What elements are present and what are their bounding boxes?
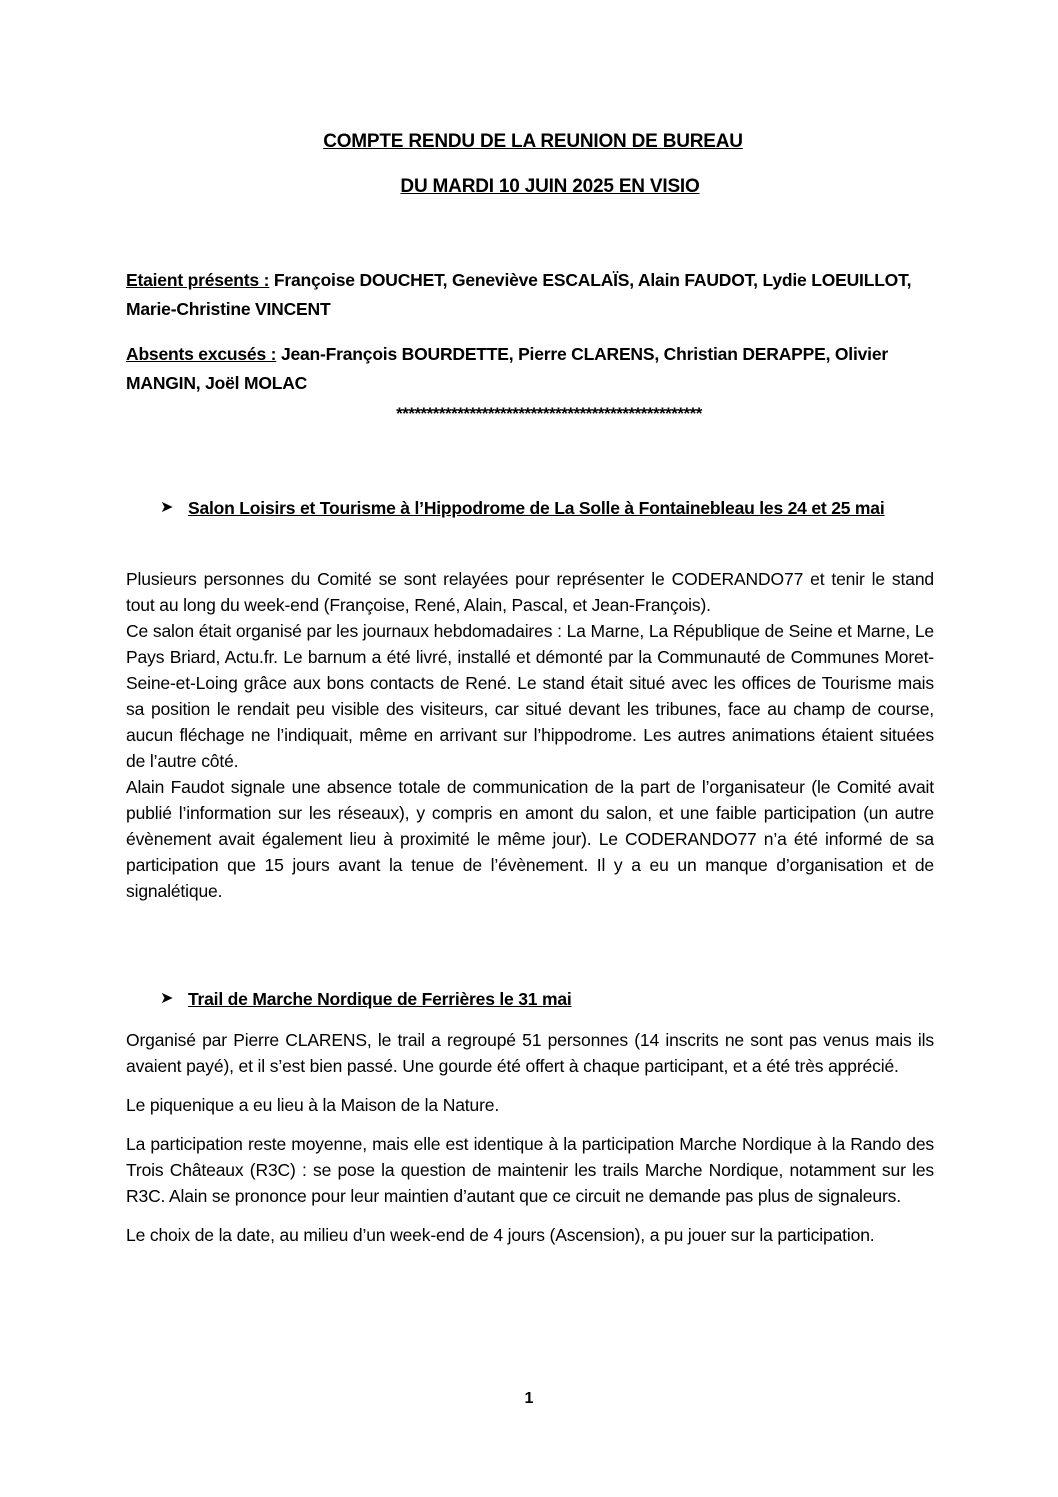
- separator-stars: **************************************************: [396, 404, 702, 423]
- document-title-line-1: COMPTE RENDU DE LA REUNION DE BUREAU: [323, 131, 743, 152]
- attendees-absent: [126, 340, 936, 398]
- paragraph: Alain Faudot signale une absence totale de communication de la part de l’organisateur (le Comité avait publié l’information sur les réseaux), y compris en amont du salon, et une faible participation (un autre évènement avait également lieu à proximité le même jour). Le CODERANDO77 n’a été informé de sa participation que 15 jours avant la tenue de l’évènement. Il y a eu un manque d’organisation et de signalétique.: [126, 777, 934, 901]
- section-heading-text: Salon Loisirs et Tourisme à l’Hippodrome de La Solle à Fontainebleau les 24 et 25 mai: [188, 498, 885, 518]
- document-title-line-2: DU MARDI 10 JUIN 2025 EN VISIO: [400, 176, 700, 197]
- arrow-bullet-icon: ➤: [160, 990, 174, 1007]
- present-names: Françoise DOUCHET, Geneviève ESCALAÏS, Alain FAUDOT, Lydie LOEUILLOT, Marie-Christine VINCENT: [126, 270, 912, 319]
- section-body-salon: [126, 566, 934, 904]
- section-heading-salon: [160, 494, 920, 522]
- present-label: Etaient présents :: [126, 270, 270, 290]
- absent-names: Jean-François BOURDETTE, Pierre CLARENS, Christian DERAPPE, Olivier MANGIN, Joël MOLAC: [126, 344, 888, 393]
- page-number: 1: [524, 1390, 534, 1407]
- section-body-trail: [126, 1027, 934, 1261]
- paragraph: Ce salon était organisé par les journaux hebdomadaires : La Marne, La République de Seine et Marne, Le Pays Briard, Actu.fr. Le barnum a été livré, installé et démonté par la Communauté de Communes Moret-Seine-et-Loing grâce aux bons contacts de René. Le stand était situé avec les offices de Tourisme mais sa position le rendait peu visible des visiteurs, car situé devant les tribunes, face au champ de course, aucun fléchage ne l’indiquait, même en arrivant sur l’hippodrome. Les autres animations étaient situées de l’autre côté.: [126, 621, 934, 771]
- paragraph: La participation reste moyenne, mais elle est identique à la participation Marche Nordique à la Rando des Trois Châteaux (R3C) : se pose la question de maintenir les trails Marche Nordique, notamment sur les R3C. Alain se prononce pour leur maintien d’autant que ce circuit ne demande pas plus de signaleurs.: [126, 1134, 934, 1206]
- paragraph: Le choix de la date, au milieu d’un week-end de 4 jours (Ascension), a pu jouer sur la participation.: [126, 1225, 875, 1245]
- paragraph: Organisé par Pierre CLARENS, le trail a regroupé 51 personnes (14 inscrits ne sont pas venus mais ils avaient payé), et il s’est bien passé. Une gourde été offert à chaque participant, et a été très apprécié.: [126, 1030, 934, 1076]
- attendees-present: [126, 266, 936, 324]
- absent-label: Absents excusés :: [126, 344, 277, 364]
- section-heading-trail: [160, 985, 920, 1013]
- section-heading-text: Trail de Marche Nordique de Ferrières le 31 mai: [188, 989, 572, 1009]
- paragraph: Le piquenique a eu lieu à la Maison de la Nature.: [126, 1095, 500, 1115]
- paragraph: Plusieurs personnes du Comité se sont relayées pour représenter le CODERANDO77 et tenir le stand tout au long du week-end (Françoise, René, Alain, Pascal, et Jean-François).: [126, 569, 934, 615]
- arrow-bullet-icon: ➤: [160, 499, 174, 516]
